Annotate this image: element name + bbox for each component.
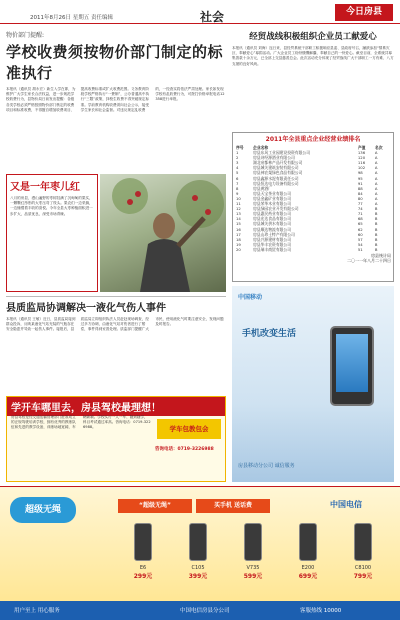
ranking-cell: 57 bbox=[357, 236, 363, 242]
ranking-cell: 1 bbox=[236, 150, 239, 156]
driving-body-text: 房县驾校是经交通运输管理部门批准成立的正规驾驶培训学校，拥有优秀的教练队伍和先进的教学设备，训练场地宽阔，车辆新颖。学校实行一人一车、随到随学，科目考试通过率高。咨询电话：0719-3226988。 bbox=[11, 415, 151, 430]
phone-model-price: 299元 bbox=[133, 573, 153, 580]
ranking-cell: A bbox=[374, 175, 378, 181]
ranking-table bbox=[235, 145, 391, 252]
phone-model-name: E6 bbox=[139, 565, 147, 571]
lead-kicker: 物价部门提醒: bbox=[6, 32, 45, 39]
ranking-cell: 20 bbox=[236, 246, 241, 252]
ranking-cell: 5 bbox=[236, 170, 239, 176]
phone-model bbox=[173, 523, 223, 591]
telecom-brand: 中国电信 bbox=[330, 500, 362, 509]
ranking-cell: 房县华丰农资有限公司 bbox=[253, 241, 292, 247]
lead-article bbox=[6, 30, 226, 170]
ranking-cell: 19 bbox=[236, 241, 241, 247]
ranking-cell: B bbox=[374, 226, 378, 232]
ranking-cell: 120 bbox=[357, 155, 366, 161]
ranking-cell: B bbox=[374, 221, 378, 227]
ranking-cell: B bbox=[374, 246, 378, 252]
ranking-header: 企业名称 bbox=[253, 145, 269, 150]
phone-model bbox=[283, 523, 333, 591]
phone-model-name: C8100 bbox=[354, 565, 372, 571]
mobile-brand: 中国移动 bbox=[238, 294, 263, 301]
footer-mid: 中国电信房县分公司 bbox=[180, 608, 230, 614]
feature-box bbox=[6, 174, 98, 292]
ranking-cell: 9 bbox=[236, 190, 239, 196]
ranking-cell: 房县瑞丰商贸有限公司 bbox=[253, 246, 292, 252]
ranking-cell: B bbox=[374, 211, 378, 217]
ranking-header: 序号 bbox=[236, 145, 244, 150]
phone-model-image bbox=[134, 523, 152, 561]
phone-model bbox=[228, 523, 278, 591]
right-body-text: 本报讯（通讯员 刘海）连日来，县经贸系统干部职工积极响应县委、县政府号召，踊跃参加“情系灾区、奉献爱心”募捐活动。广大企业员工纷纷慷慨解囊，奉献自己的一份爱心。截至目前，全系统共募集善款十余万元，已全部上交县慈善总会。此次活动充分体现了经贸战线广大干部职工一方有难、八方支援的良好风尚。 bbox=[232, 46, 394, 66]
ranking-cell: A bbox=[374, 160, 378, 166]
ranking-cell: 房县东风工业园建设投资有限公司 bbox=[253, 150, 310, 156]
ranking-cell: A bbox=[374, 190, 378, 196]
page-header bbox=[0, 0, 400, 24]
ranking-cell: B bbox=[374, 231, 378, 237]
phone-model-image bbox=[244, 523, 262, 561]
ranking-cell: B bbox=[374, 241, 378, 247]
ranking-cell: 60 bbox=[357, 231, 363, 237]
footer-left: 用户至上 用心服务 bbox=[14, 608, 60, 614]
ranking-cell: 房县黄酒厂 bbox=[253, 185, 273, 191]
feature-photo bbox=[100, 174, 226, 292]
ranking-cell: 4 bbox=[236, 165, 239, 171]
footer-right: 客服热线 10000 bbox=[300, 608, 342, 614]
mobile-headline: 手机改变生活 bbox=[242, 329, 297, 339]
ranking-cell: 74 bbox=[357, 206, 363, 212]
ranking-cell: 房县兴源建材有限公司 bbox=[253, 236, 292, 242]
ranking-cell: 房县宏达食品有限公司 bbox=[253, 216, 292, 222]
right-body bbox=[232, 46, 394, 128]
ranking-row bbox=[235, 247, 391, 252]
farmer-photo-illustration bbox=[100, 174, 226, 292]
ranking-cell: 房县绿园农业开发有限公司 bbox=[253, 206, 299, 212]
ranking-cell: B bbox=[374, 236, 378, 242]
driving-phone: 咨询电话：0719-3226988 bbox=[155, 447, 214, 452]
ranking-cell: 7 bbox=[236, 180, 239, 186]
ranking-cell: 房县惠民药业有限公司 bbox=[253, 211, 292, 217]
mobile-ad bbox=[232, 286, 394, 482]
ranking-cell: 95 bbox=[357, 175, 363, 181]
ranking-cell: 房县神农架绿色食品有限公司 bbox=[253, 170, 303, 176]
ranking-cell: 6 bbox=[236, 175, 239, 181]
ranking-cell: 54 bbox=[357, 241, 363, 247]
ranking-cell: 71 bbox=[357, 211, 363, 217]
phone-screen bbox=[336, 334, 368, 392]
lead-body-text: 本报讯（通讯员 胡永宏）新生入学在即，为维护广大学生家长合法权益，进一步规范学校收费行为，县物价局日前发出提醒：各级各类学校必须严格按照物价部门核定的收费项目和标准收费，不得擅自增加收费项目、提高收费标准或扩大收费范围。义务教育阶段学校严格执行“一费制”，公办普通高中执行“三限”政策，择校生收费不得突破规定标准。学前教育机构收费须向社会公示，接受学生家长和社会监督。对违反规定乱收费的，一经查实将依法严肃处理。家长如发现学校有乱收费行为，可拨打价格举报电话12358进行举报。 bbox=[6, 87, 225, 112]
issue-date: 2011年8月26日 星期五 责任编辑 bbox=[30, 15, 113, 21]
ranking-cell: 房县顺达物流有限公司 bbox=[253, 226, 292, 232]
ranking-cell: A bbox=[374, 150, 378, 156]
ranking-cell: A bbox=[374, 170, 378, 176]
phone-model-price: 699元 bbox=[298, 573, 318, 580]
ranking-footer: 房县统计局 bbox=[371, 252, 391, 258]
ranking-cell: 2 bbox=[236, 155, 239, 161]
phone-models bbox=[118, 523, 394, 591]
ranking-header: 名次 bbox=[374, 145, 383, 150]
ranking-cell: 12 bbox=[236, 206, 241, 212]
ranking-title: 2011年全县重点企业经营业绩排名 bbox=[265, 136, 361, 143]
ranking-cell: 80 bbox=[357, 195, 363, 201]
ranking-cell: 16 bbox=[236, 226, 241, 232]
ranking-cell: 13 bbox=[236, 211, 241, 217]
ranking-cell: A bbox=[374, 201, 378, 207]
ranking-cell: 湖北帝都林产品开发有限公司 bbox=[253, 160, 303, 166]
phone-model-name: C105 bbox=[191, 565, 205, 571]
ranking-date: 二〇一一年八月二十四日 bbox=[347, 257, 391, 263]
ranking-cell: 65 bbox=[357, 221, 363, 227]
ranking-cell: A bbox=[374, 180, 378, 186]
ranking-cell: A bbox=[374, 155, 378, 161]
phone-device bbox=[330, 326, 374, 406]
ranking-cell: 116 bbox=[357, 160, 366, 166]
ranking-notice bbox=[232, 132, 394, 282]
telecom-footer bbox=[0, 601, 400, 620]
ranking-cell: 房县山珍土特产有限公司 bbox=[253, 231, 295, 237]
ranking-cell: 房县天宝茶业有限公司 bbox=[253, 190, 292, 196]
phone-model-name: V735 bbox=[246, 565, 260, 571]
ranking-cell: 88 bbox=[357, 185, 363, 191]
mobile-subline: 房县移动分公司 诚信服务 bbox=[238, 463, 295, 469]
ranking-cell: 18 bbox=[236, 236, 241, 242]
ranking-cell: 14 bbox=[236, 216, 241, 222]
ranking-cell: 51 bbox=[357, 246, 363, 252]
ranking-cell: 8 bbox=[236, 185, 239, 191]
ranking-cell: 17 bbox=[236, 231, 241, 237]
ranking-cell: 房县荣华木业有限公司 bbox=[253, 201, 292, 207]
ranking-cell: A bbox=[374, 185, 378, 191]
phone-model bbox=[118, 523, 168, 591]
ranking-cell: 91 bbox=[357, 180, 363, 186]
phone-model-price: 399元 bbox=[188, 573, 208, 580]
mid-headline: 县质监局协调解决一液化气伤人事件 bbox=[6, 303, 166, 314]
lead-headline: 学校收费须按物价部门制定的标准执行 bbox=[6, 43, 224, 82]
ranking-cell: A bbox=[374, 195, 378, 201]
section-title: 社会 bbox=[200, 10, 225, 24]
ranking-cell: 3 bbox=[236, 160, 239, 166]
phone-model-image bbox=[189, 523, 207, 561]
ranking-cell: 房县恒达电力设备有限公司 bbox=[253, 180, 299, 186]
driving-headline: 学开车哪里去，房县驾校最理想！ bbox=[7, 397, 225, 416]
mid-body bbox=[6, 317, 226, 395]
phone-model-image bbox=[299, 523, 317, 561]
driving-school-ad bbox=[6, 396, 226, 482]
ranking-cell: B bbox=[374, 216, 378, 222]
ranking-cell: 房县城关供水有限公司 bbox=[253, 221, 292, 227]
ranking-cell: 136 bbox=[357, 150, 366, 156]
phone-model-image bbox=[354, 523, 372, 561]
phone-model bbox=[338, 523, 388, 591]
ranking-cell: 房县城关建筑安装有限公司 bbox=[253, 165, 299, 171]
ranking-cell: B bbox=[374, 206, 378, 212]
driving-feature: 学车包教包会 bbox=[157, 419, 221, 439]
ranking-cell: 84 bbox=[357, 190, 363, 196]
ranking-cell: 62 bbox=[357, 226, 363, 232]
phone-model-name: E200 bbox=[301, 565, 315, 571]
telecom-ad bbox=[0, 486, 400, 620]
newspaper-logo: 今日房县 bbox=[335, 4, 393, 21]
phone-model-price: 599元 bbox=[243, 573, 263, 580]
telecom-badge: 超级无绳 bbox=[10, 497, 76, 523]
driving-body bbox=[11, 415, 151, 479]
ranking-header: 产值 bbox=[357, 145, 366, 150]
ranking-cell: 房县鑫源水泥有限责任公司 bbox=[253, 175, 299, 181]
telecom-title-1: “超级无绳” bbox=[118, 499, 192, 513]
right-headline: 经贸战线积极组织企业员工献爱心 bbox=[249, 32, 377, 42]
feature-body-text: 八月的房县，漫山遍野的枣树挂满了沉甸甸的果实，一颗颗红彤彤的大枣压弯了枝头。果农们一边采摘，一边憧憬着丰收的喜悦。今年全县大枣种植面积进一步扩大，品质优良，深受市场青睐。 bbox=[10, 196, 93, 216]
ranking-cell: A bbox=[374, 165, 378, 171]
ranking-cell: 77 bbox=[357, 201, 363, 207]
ranking-cell: 房县诗经源酒业有限公司 bbox=[253, 155, 295, 161]
ranking-cell: 102 bbox=[357, 165, 366, 171]
ranking-cell: 11 bbox=[236, 201, 241, 207]
phone-model-price: 799元 bbox=[353, 573, 373, 580]
ranking-cell: 10 bbox=[236, 195, 241, 201]
right-article bbox=[232, 30, 394, 128]
mid-article bbox=[6, 296, 226, 392]
telecom-title-2: 买手机 送话费 bbox=[196, 499, 270, 513]
ranking-cell: 68 bbox=[357, 216, 363, 222]
ranking-cell: 15 bbox=[236, 221, 241, 227]
ranking-cell: 房县金鑫矿业有限公司 bbox=[253, 195, 292, 201]
feature-body bbox=[10, 196, 94, 290]
mid-body-text: 本报讯（通讯员 王敏）近日，县质监局接到群众投诉，反映某液化气站充装的气瓶存在安全隐患并导致一起伤人事件。接报后，县质监局立即组织执法人员赶赴现场调查，经过多方协调，由液化气站对伤者进行了赔偿，事件得到妥善处理。质监部门提醒广大市民，使用液化气时要注意安全，发现问题及时报告。 bbox=[6, 317, 224, 332]
feature-title: 又是一年枣儿红 bbox=[10, 182, 80, 193]
ranking-cell: 98 bbox=[357, 170, 363, 176]
